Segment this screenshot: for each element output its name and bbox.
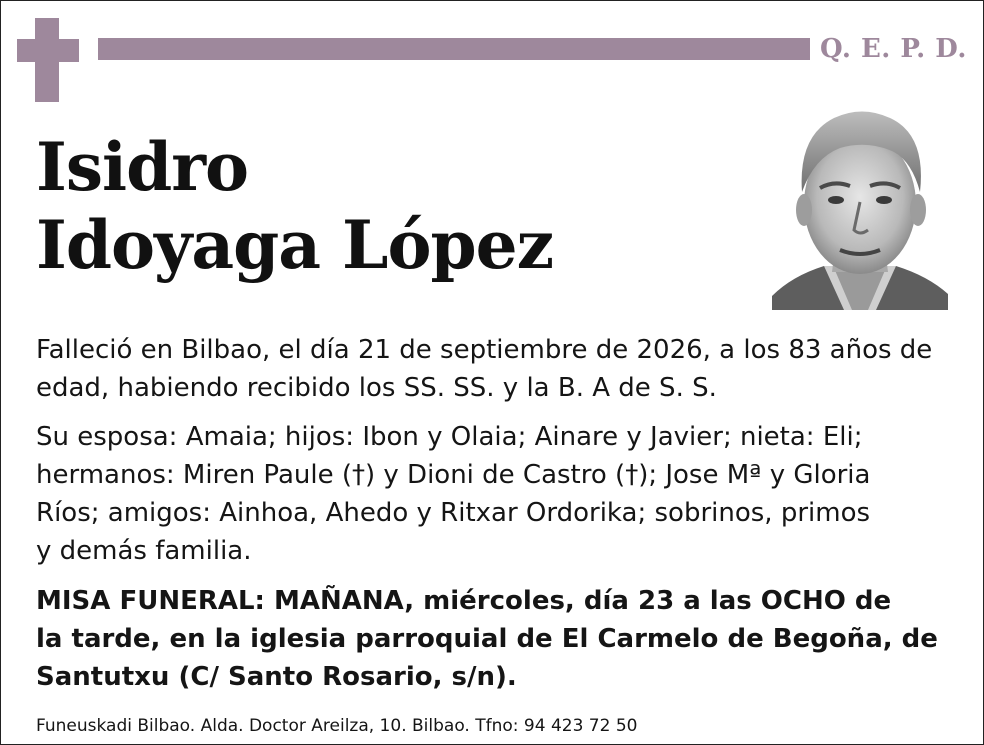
- header-rule: [98, 38, 810, 60]
- qepd-heading: Q. E. P. D.: [820, 34, 967, 64]
- family-paragraph: [36, 418, 956, 570]
- first-name: Isidro: [36, 128, 249, 206]
- text-line: MISA FUNERAL: MAÑANA, miércoles, día 23 a las OCHO de: [36, 586, 892, 616]
- text-line: Su esposa: Amaia; hijos: Ibon y Olaia; Ainare y Javier; nieta: Eli;: [36, 422, 863, 452]
- deceased-name: [36, 128, 553, 284]
- death-notice-paragraph: [36, 331, 956, 407]
- portrait-photo: [772, 100, 948, 310]
- latin-cross-icon: [17, 18, 79, 102]
- text-line: y demás familia.: [36, 536, 252, 566]
- text-line: la tarde, en la iglesia parroquial de El Carmelo de Begoña, de: [36, 624, 938, 654]
- text-line: Ríos; amigos: Ainhoa, Ahedo y Ritxar Ordorika; sobrinos, primos: [36, 498, 871, 528]
- funeral-home-footer: Funeuskadi Bilbao. Alda. Doctor Areilza, 10. Bilbao. Tfno: 94 423 72 50: [36, 716, 638, 736]
- text-line: hermanos: Miren Paule (†) y Dioni de Castro (†); Jose Mª y Gloria: [36, 460, 871, 490]
- text-line: Falleció en Bilbao, el día 21 de septiembre de 2026, a los 83 años de: [36, 335, 933, 365]
- text-line: Santutxu (C/ Santo Rosario, s/n).: [36, 662, 517, 692]
- funeral-paragraph: [36, 582, 956, 696]
- text-line: edad, habiendo recibido los SS. SS. y la B. A de S. S.: [36, 373, 717, 403]
- last-name: Idoyaga López: [36, 206, 554, 284]
